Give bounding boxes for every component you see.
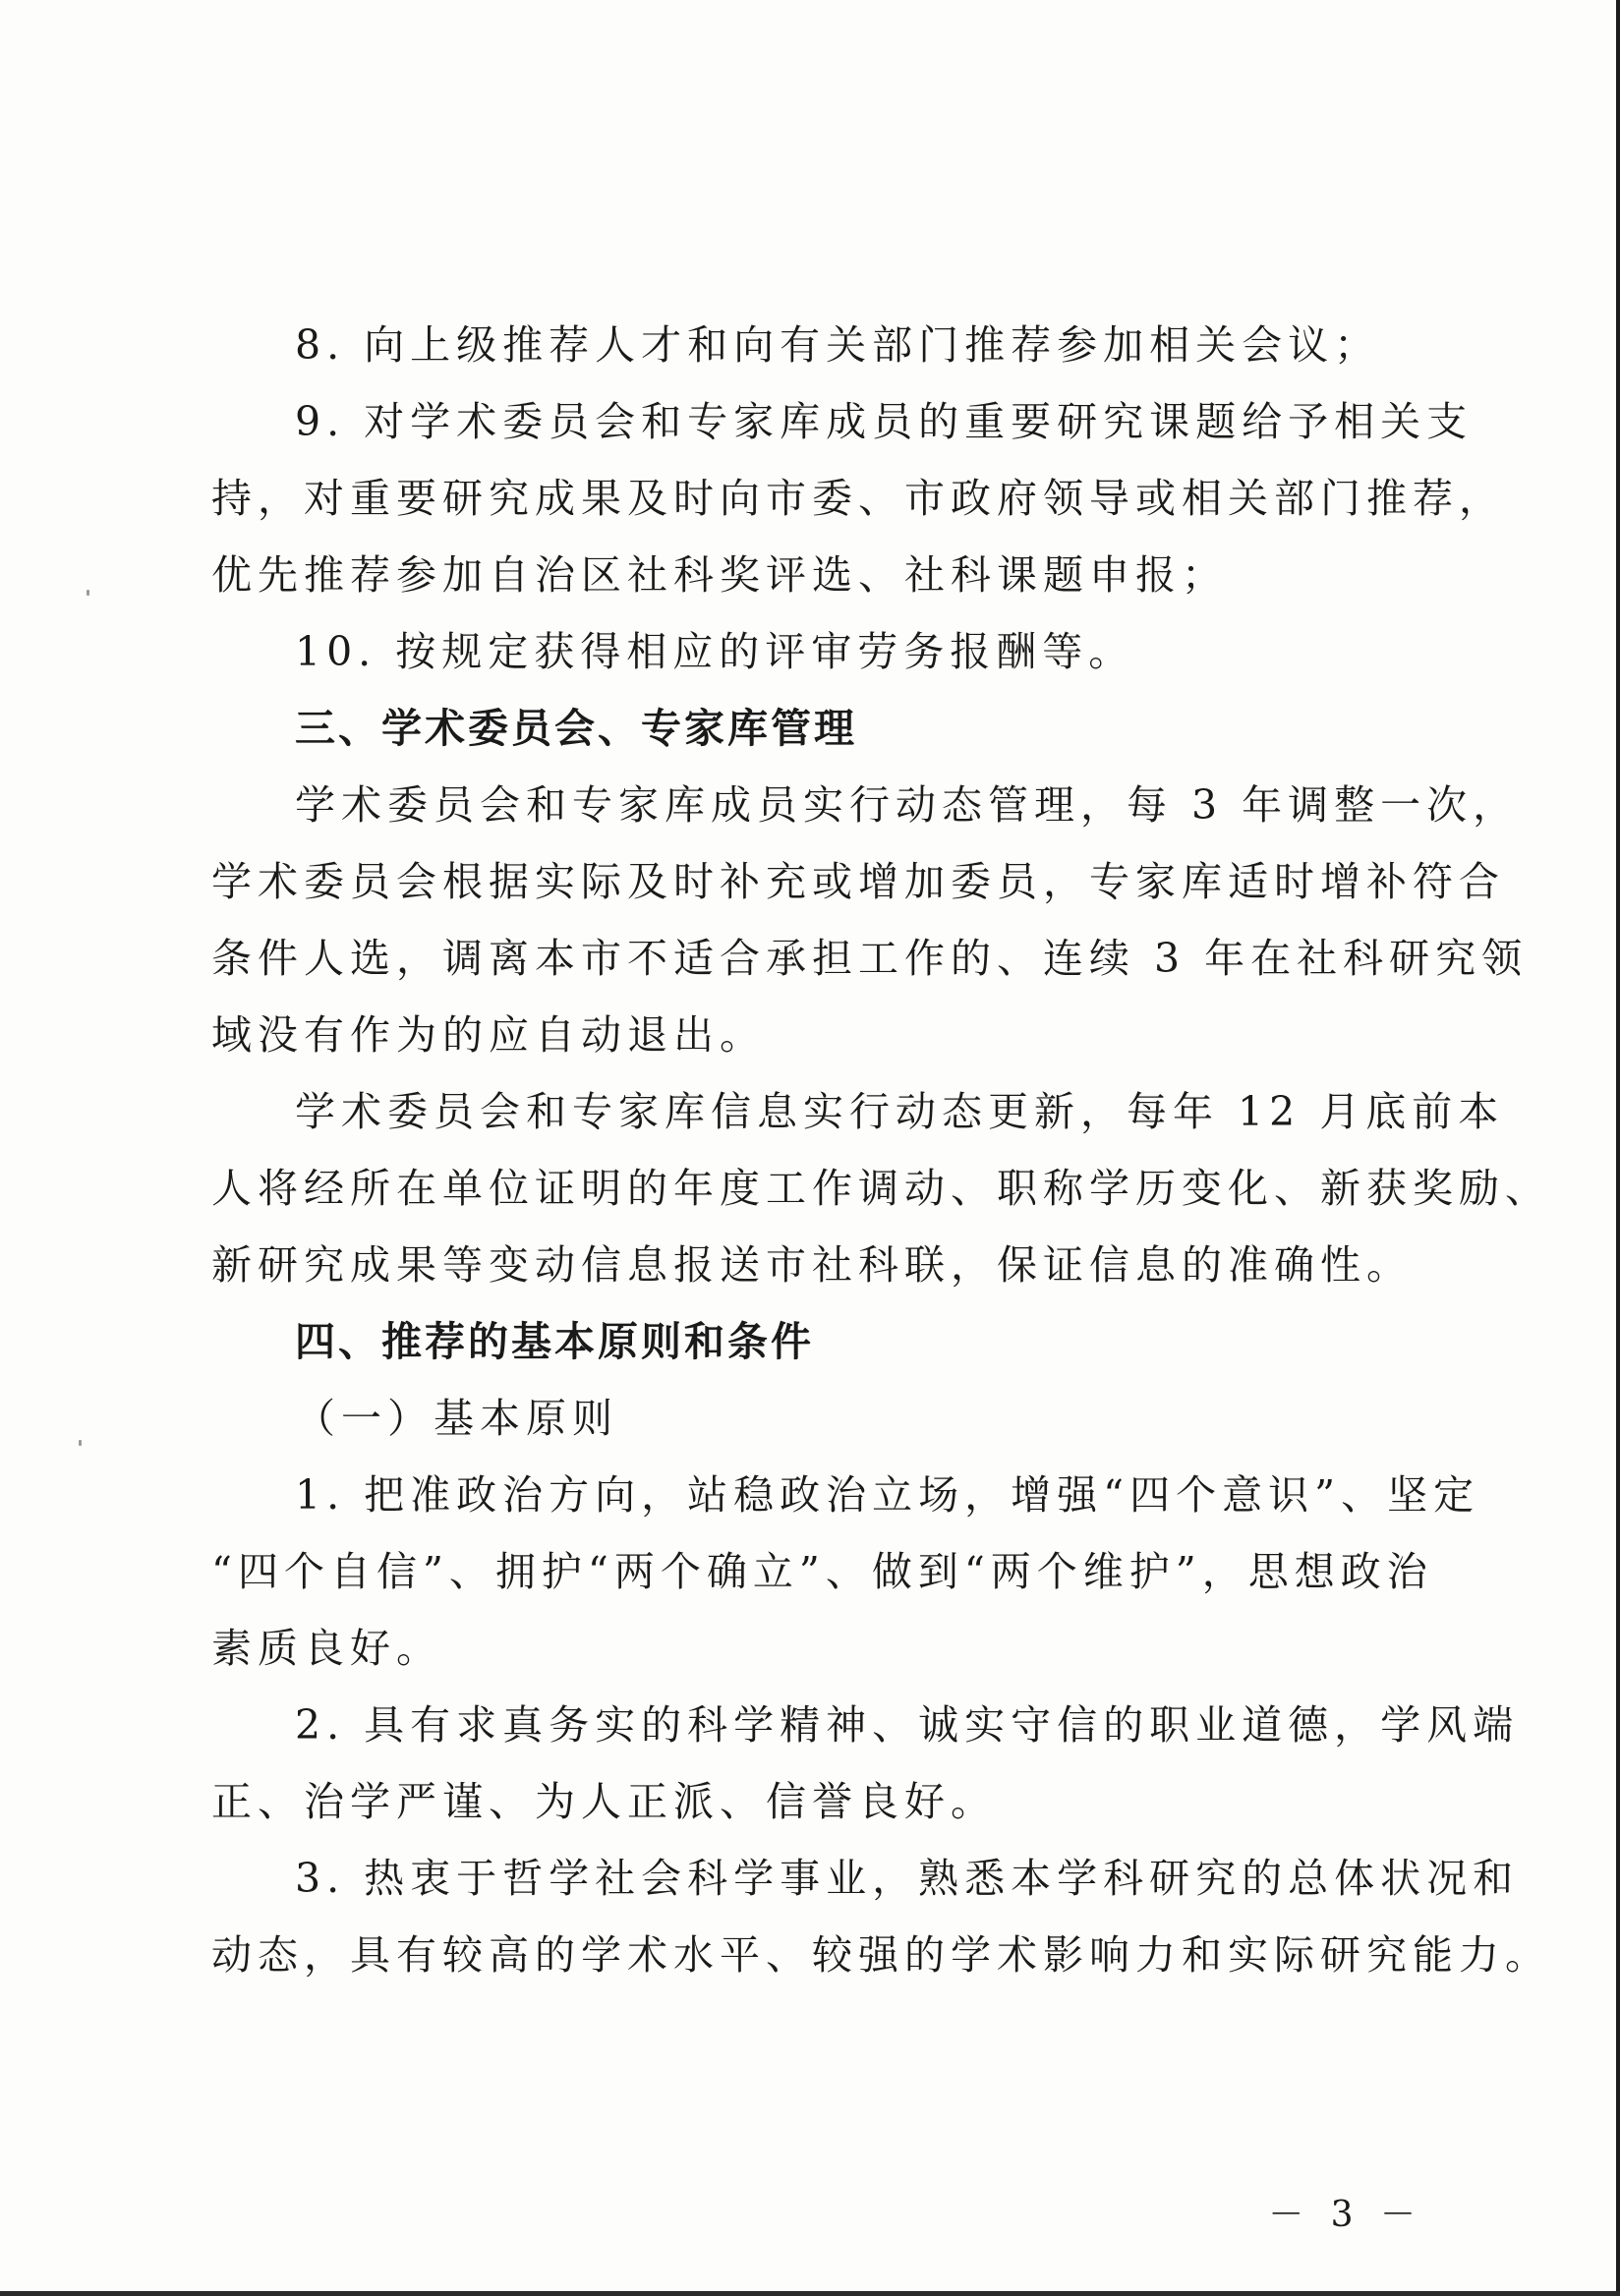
principle-1-cont: 素质良好。: [211, 1625, 442, 1672]
principle-3-cont: 动态，具有较高的学术水平、较强的学术影响力和实际研究能力。: [211, 1931, 1551, 1979]
list-item-9-cont: 优先推荐参加自治区社科奖评选、社科课题申报；: [211, 551, 1228, 599]
paragraph: 学术委员会和专家库信息实行动态更新，每年 12 月底前本: [295, 1088, 1505, 1135]
principle-1: 1. 把准政治方向，站稳政治立场，增强“四个意识”、坚定: [295, 1471, 1480, 1519]
page-number: － 3 －: [1268, 2195, 1423, 2235]
paragraph-cont: 新研究成果等变动信息报送市社科联，保证信息的准确性。: [211, 1241, 1413, 1289]
scan-border-bottom: [0, 2291, 1620, 2296]
scan-border-right: [1616, 0, 1620, 2296]
section-heading-4: 四、推荐的基本原则和条件: [295, 1318, 814, 1365]
list-item-8: 8. 向上级推荐人才和向有关部门推荐参加相关会议；: [295, 321, 1381, 369]
paragraph: 学术委员会和专家库成员实行动态管理，每 3 年调整一次，: [295, 781, 1520, 829]
list-item-9: 9. 对学术委员会和专家库成员的重要研究课题给予相关支: [295, 398, 1474, 445]
principle-2-cont: 正、治学严谨、为人正派、信誉良好。: [211, 1778, 997, 1825]
principle-2: 2. 具有求真务实的科学精神、诚实守信的职业道德，学风端: [295, 1701, 1520, 1749]
paragraph-cont: 域没有作为的应自动退出。: [211, 1011, 766, 1059]
subsection-heading: （一）基本原则: [295, 1395, 618, 1442]
list-item-10: 10. 按规定获得相应的评审劳务报酬等。: [295, 628, 1135, 675]
section-heading-3: 三、学术委员会、专家库管理: [295, 705, 857, 752]
scan-speck: [87, 590, 89, 596]
paragraph-cont: 学术委员会根据实际及时补充或增加委员，专家库适时增补符合: [211, 858, 1505, 905]
principle-3: 3. 热衷于哲学社会科学事业，熟悉本学科研究的总体状况和: [295, 1855, 1520, 1902]
scan-speck: [79, 1440, 82, 1446]
paragraph-cont: 条件人选，调离本市不适合承担工作的、连续 3 年在社科研究领: [211, 935, 1529, 982]
list-item-9-cont: 持，对重要研究成果及时向市委、市政府领导或相关部门推荐，: [211, 475, 1505, 522]
paragraph-cont: 人将经所在单位证明的年度工作调动、职称学历变化、新获奖励、: [211, 1165, 1551, 1212]
principle-1-cont: “四个自信”、拥护“两个确立”、做到“两个维护”，思想政治: [211, 1548, 1433, 1595]
